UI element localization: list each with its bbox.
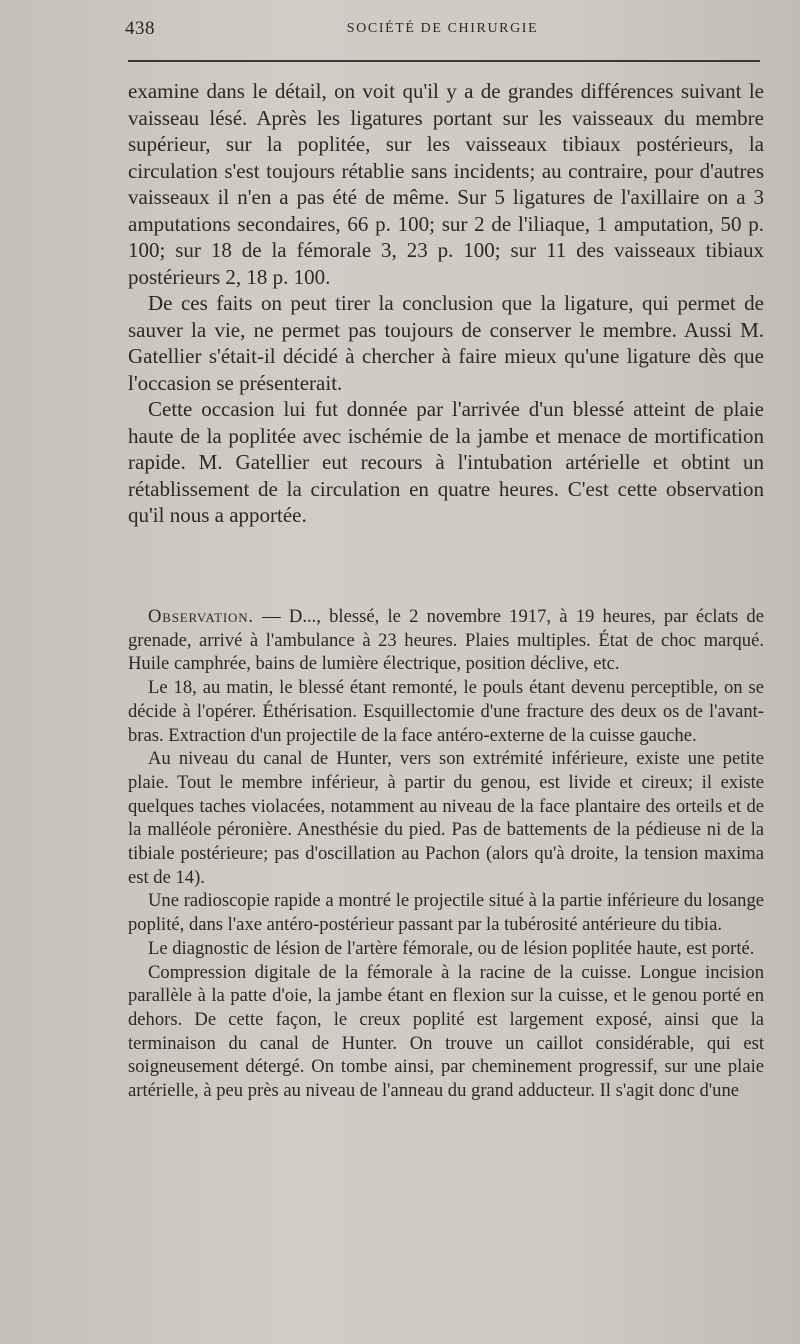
observation-paragraph: Le 18, au matin, le blessé étant remonté, le pouls étant devenu perceptible, on se décide à l'opérer. Éthérisation. Esquillectomie d'une fracture des deux os de l'avant-bras. Extraction d'un projectile de la face antéro-externe de la cuisse gauche. xyxy=(128,677,764,746)
paragraph-conclusion: De ces faits on peut tirer la conclusion que la ligature, qui permet de sauver la vie, ne permet pas toujours de conserver le membre. Aussi M. Gatellier s'était-il décidé à chercher à faire mieux qu'une ligature dès que l'occasion se présenterait. xyxy=(128,291,764,395)
observation-section xyxy=(128,605,764,1103)
observation-label: Observation. xyxy=(148,606,254,627)
observation-paragraph: Une radioscopie rapide a montré le projectile situé à la partie inférieure du losange poplité, dans l'axe antéro-postérieur passant par la tubérosité antérieure du tibia. xyxy=(128,890,764,936)
page-header xyxy=(125,18,760,44)
observation-intro xyxy=(128,605,764,676)
main-text xyxy=(128,78,764,529)
observation-intro-text: — D..., blessé, le 2 novembre 1917, à 19 heures, par éclats de grenade, arrivé à l'ambulance à 23 heures. Plaies multiples. État de choc marqué. Huile camphrée, bains de lumière électrique, position déclive, etc. xyxy=(128,606,764,675)
page-number: 438 xyxy=(125,18,155,39)
paragraph-continuation: examine dans le détail, on voit qu'il y a de grandes différences suivant le vaisseau lésé. Après les ligatures portant sur les vaisseaux du membre supérieur, sur la poplitée, sur les vaisseaux tibiaux postérieurs, la circulation s'est toujours rétablie sans incidents; au contraire, pour d'autres vaisseaux il n'en a pas été de même. Sur 5 ligatures de l'axillaire on a 3 amputations secondaires, 66 p. 100; sur 2 de l'iliaque, 1 amputation, 50 p. 100; sur 18 de la fémorale 3, 23 p. 100; sur 11 des vaisseaux tibiaux postérieurs 2, 18 p. 100. xyxy=(128,79,764,289)
running-title: SOCIÉTÉ DE CHIRURGIE xyxy=(346,21,539,36)
observation-paragraph: Au niveau du canal de Hunter, vers son extrémité inférieure, existe une petite plaie. Tout le membre inférieur, à partir du genou, est livide et cireux; il existe quelques taches violacées, notamment au niveau de la face plantaire des orteils et de la malléole péronière. Anesthésie du pied. Pas de battements de la pédieuse ni de la tibiale postérieure; pas d'oscillation au Pachon (alors qu'à droite, la tension maxima est de 14). xyxy=(128,748,764,888)
paragraph-occasion: Cette occasion lui fut donnée par l'arrivée d'un blessé atteint de plaie haute de la poplitée avec ischémie de la jambe et menace de mortification rapide. M. Gatellier eut recours à l'intubation artérielle et obtint un rétablissement de la circulation en quatre heures. C'est cette observation qu'il nous a apportée. xyxy=(128,397,764,527)
header-rule xyxy=(128,60,760,62)
observation-paragraph: Le diagnostic de lésion de l'artère fémorale, ou de lésion poplitée haute, est porté. xyxy=(148,937,755,959)
observation-paragraph: Compression digitale de la fémorale à la racine de la cuisse. Longue incision parallèle à la patte d'oie, la jambe étant en flexion sur la cuisse, et le genou porté en dehors. De cette façon, le creux poplité est largement exposé, ainsi que la terminaison du canal de Hunter. On trouve un caillot considérable, qui est soigneusement détergé. On tombe ainsi, par cheminement progressif, sur une plaie artérielle, à peu près au niveau de l'anneau du grand adducteur. Il s'agit donc d'une xyxy=(128,961,764,1102)
